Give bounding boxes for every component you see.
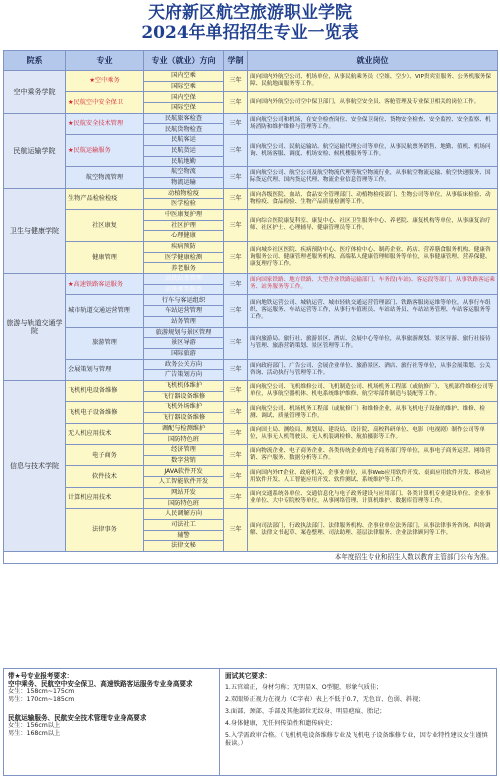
majors-table [3, 50, 498, 564]
job-positions: 面向国内外航空公司空中保卫部门，从事航空安全员、客舱管理及专业保卫相关的岗位工作。 [248, 92, 498, 113]
table-note: 本年度招生专业和招生人数以教育主管部门公布为准。 [4, 551, 498, 563]
major-name: 法律事务 [66, 509, 144, 552]
table-row [4, 167, 498, 178]
major-direction: 高铁站务管理 [144, 274, 224, 285]
major-direction: 养老服务 [144, 263, 224, 274]
major-direction: 广告策划方向 [144, 370, 224, 381]
study-years: 三年 [224, 274, 248, 295]
major-direction: 国内空乘 [144, 71, 224, 82]
interview-item: 4.身体健康，无任何传染性和遗传病史； [225, 720, 337, 727]
male-height-1: 男生：170cm~185cm [8, 696, 75, 703]
major-name: 软件技术 [66, 466, 144, 487]
header-years: 学制 [224, 51, 248, 71]
table-row [4, 135, 498, 146]
major-name: ★民航空中安全保卫 [66, 92, 144, 113]
major-name: ★高速铁路客运服务 [66, 274, 144, 295]
major-name: 会展策划与管理 [66, 359, 144, 380]
major-name: 生物产品检验检疫 [66, 188, 144, 209]
job-positions: 面向航空公司、航空公司及航空物流代理等航空物流行业，从事航空物流运输、航空快递服务、国际货运代理、国内货运代理、物流企业信息管理等工作。 [248, 167, 498, 188]
major-direction: 辅警 [144, 530, 224, 541]
major-name: 飞机电子设备维修 [66, 402, 144, 423]
major-direction: 民航货物检查 [144, 124, 224, 135]
major-direction: 人工智能软件开发 [144, 477, 224, 488]
major-direction: 航空物流 [144, 167, 224, 178]
college-cell: 空中乘务学院 [4, 71, 66, 114]
major-direction: 政务公关方向 [144, 359, 224, 370]
table-row [4, 92, 498, 103]
major-direction: 网站开发 [144, 487, 224, 498]
college-cell: 卫生与健康学院 [4, 188, 66, 274]
job-positions: 面向地铁运营公司、城轨运营、城市轻轨交通运营管理部门、铁路客服岗运维等单位，从事行车组织、客运服务、车站运营等工作，从事行车值班员、车站站务员、车站站务管理、车站客运服务等工作。 [248, 295, 498, 327]
major-name: 飞机机电设备维修 [66, 380, 144, 401]
table-row [4, 466, 498, 477]
study-years: 三年 [224, 509, 248, 552]
male-height-2: 男生：168cm以上 [8, 730, 61, 737]
major-name: ★民航安全技术管理 [66, 113, 144, 134]
header-major: 专业 [66, 51, 144, 71]
major-direction: 中医康复护理 [144, 209, 224, 220]
table-row [4, 380, 498, 391]
major-name: 电子商务 [66, 445, 144, 466]
job-positions: 面向司法部门，行政执法部门、法律服务机构、企事业单位法务部门，从事法律事务咨询、纠纷调解、法律文书起草、案卷整理、司法助理、基层法律服务、企业法律顾问等工作。 [248, 509, 498, 552]
major-direction: 心理健康 [144, 231, 224, 242]
major-direction: 数字营销 [144, 455, 224, 466]
table-row [4, 188, 498, 199]
study-years: 三年 [224, 402, 248, 423]
interview-item: 2.双眼矫正视力在视力（C字表）表上不低于0.7，无色盲、色弱、斜视； [225, 696, 425, 703]
major-direction: 法律文秘 [144, 541, 224, 552]
major-name: 旅游管理 [66, 327, 144, 359]
major-direction: 飞行器设备维修 [144, 413, 224, 424]
major-direction: 经济管理 [144, 445, 224, 456]
study-years: 三年 [224, 135, 248, 167]
table-row [4, 295, 498, 306]
header-jobs: 就业岗位 [248, 51, 498, 71]
female-height-1: 女生：158cm~175cm [8, 688, 75, 695]
study-years: 三年 [224, 380, 248, 401]
major-direction: 动植物检疫 [144, 188, 224, 199]
study-years: 三年 [224, 92, 248, 113]
major-direction: 飞行器设备维修 [144, 391, 224, 402]
table-row [4, 113, 498, 124]
list-title: 2024年单招招生专业一览表 [141, 23, 359, 43]
table-row [4, 359, 498, 370]
study-years: 三年 [224, 295, 248, 327]
job-positions: 面向航空公司、机场机务工程部（或航修厂）和维修企业，从事飞机电子设备的维护、维修、检测、调试、质量管理等工作。 [248, 402, 498, 423]
requirements-footer [3, 668, 497, 776]
major-direction: 旅游规划与景区管理 [144, 327, 224, 338]
study-years: 三年 [224, 167, 248, 188]
major-direction: 行车与客运组织 [144, 295, 224, 306]
job-positions: 面向城乡社区医院、疾病预防中心、医疗体检中心、制药企业、药店、营养膳食服务机构、健康咨询服务公司、健康管理老服务机构、高端私人健康管理师服务等单位，从事健康管理、营养保健、康复理疗等工作。 [248, 242, 498, 274]
table-row [4, 327, 498, 338]
majors-table-body [4, 71, 498, 564]
major-name: 健康管理 [66, 242, 144, 274]
major-direction: 站务管理 [144, 316, 224, 327]
table-row [4, 487, 498, 498]
job-positions: 面向国家铁路、地方铁路、大型企业铁路运输部门，车务段(车站)、客运段等部门，从事铁路客运乘务、站务服务等工作。 [248, 274, 498, 295]
major-name: ★空中乘务 [66, 71, 144, 92]
job-positions: 面向航空公司、民航运输站、航空运输代理公司等单位，从事民航票务销售、地勤、值机、机场问询、机场客服、调度、机场安检、候机楼服务等工作。 [248, 135, 498, 167]
interview-item: 3.面部、颈部、手部及其他部位无纹身、明显疤痕、胎记； [225, 708, 386, 715]
study-years: 三年 [224, 359, 248, 380]
job-positions: 面向综合医院康复科室、康复中心、社区卫生服务中心、养老院、康复机构等单位，从事康复治疗师、社区护士、心理辅导、健康管理员等工作。 [248, 209, 498, 241]
major-direction: 飞机机体维护 [144, 380, 224, 391]
major-direction: 社区护理 [144, 220, 224, 231]
study-years: 三年 [224, 242, 248, 274]
major-direction: 调配与检测维护 [144, 423, 224, 434]
major-name: 航空物流管理 [66, 167, 144, 188]
table-row [4, 242, 498, 253]
major-direction: 国际空乘 [144, 81, 224, 92]
college-cell: 民航运输学院 [4, 113, 66, 188]
interview-item: 5.入学需政审合格。（飞机机电设备维修专业及飞机电子设备维修专业，因专业特性建议女生谨慎报读。） [225, 732, 488, 747]
star-requirements-title: 带★号专业报考要求： [8, 672, 74, 680]
major-direction: 国防特色班 [144, 434, 224, 445]
major-direction: 物流运输 [144, 177, 224, 188]
job-positions: 面向各级医院、血站、食品安全管理部门、动植物检疫部门、生物公司等单位，从事临床检验、动物检疫、食品检验、生物产品质量检测等工作。 [248, 188, 498, 209]
major-direction: 飞机外场维护 [144, 402, 224, 413]
job-positions: 面向国土局、测绘局、规划局、建设局、设计院、高校科研单位、电影（电视剧）制作公司等单位，从事无人机驾驶员、无人机装调检修、航拍摄影等工作。 [248, 423, 498, 444]
table-row [4, 274, 498, 285]
major-direction: 国防特色班 [144, 498, 224, 509]
major-name: 计算机应用技术 [66, 487, 144, 508]
major-direction: 疾病预防 [144, 242, 224, 253]
study-years: 三年 [224, 113, 248, 134]
major-direction: 司法社工 [144, 519, 224, 530]
interview-requirements [220, 669, 496, 775]
major-name: 无人机应用技术 [66, 423, 144, 444]
table-row [4, 209, 498, 220]
major-direction: 高铁乘务服务 [144, 284, 224, 295]
job-positions: 面向国内外航空公司、机场单位，从事民航乘务员（空姐、空少）、VIP贵宾室服务、公务机服务保障、民航地面服务等工作。 [248, 71, 498, 92]
college-cell: 旅游与轨道交通学院 [4, 274, 66, 381]
female-height-2: 女生：156cm以上 [8, 722, 61, 729]
major-direction: 民航地勤 [144, 156, 224, 167]
major-name: 社区康复 [66, 209, 144, 241]
major-direction: 国际旅游 [144, 348, 224, 359]
job-positions: 面向国内外IT企业、政府机关、企事业单位，从事Web应用软件开发、桌面应用软件开发、移动应用软件开发、人工智能应用开发、软件测试、系统维护等工作。 [248, 466, 498, 487]
table-note-row [4, 551, 498, 563]
college-cell: 信息与技术学院 [4, 380, 66, 551]
height-group-1: 空中乘务、民航空中安全保卫、高速铁路客运服务专业身高要求 [8, 680, 193, 688]
major-direction: 医学检验 [144, 199, 224, 210]
study-years: 三年 [224, 209, 248, 241]
job-positions: 面向航空公司和机场，在安全检查岗位、安全保卫岗位、货物安全检查、安全监控、安全监察、机场消防和维护维修与管理等工作。 [248, 113, 498, 134]
height-group-2: 民航运输服务、民航安全技术管理专业身高要求 [8, 714, 147, 722]
table-row [4, 509, 498, 520]
table-row [4, 445, 498, 456]
study-years: 三年 [224, 327, 248, 359]
header-college: 院系 [4, 51, 66, 71]
job-positions: 面向旅游局、旅行社、旅游景区、酒店、会展中心等单位，从事旅游规划、景区导游、旅行社接待与管理、旅游营销策划、景区管理等工作。 [248, 327, 498, 359]
major-name: 城市轨道交通运营管理 [66, 295, 144, 327]
table-row [4, 402, 498, 413]
study-years: 三年 [224, 423, 248, 444]
study-years: 三年 [224, 466, 248, 487]
interview-title: 面试其它要求： [225, 672, 272, 680]
study-years: 三年 [224, 487, 248, 508]
major-direction: 民航旅客检查 [144, 113, 224, 124]
study-years: 三年 [224, 71, 248, 92]
table-row [4, 423, 498, 434]
major-direction: JAVA软件开发 [144, 466, 224, 477]
job-positions: 面向交通系统各单位、交通信息化与电子政务建设与应用部门、各类计算机专业建设单位、企业事业单位、大中专院校等单位，从事网络管理、计算机维护、数据库管理等工作。 [248, 487, 498, 508]
job-positions: 面向物流企业、电子商务企业、各类传统企业的电子商务部门等单位，从事电子商务运营、网络营销、客户服务、数据分析等工作。 [248, 445, 498, 466]
major-direction: 人民调解方向 [144, 509, 224, 520]
school-title: 天府新区航空旅游职业学院 [148, 3, 352, 23]
major-direction: 民航货运 [144, 145, 224, 156]
major-direction: 民航客运 [144, 135, 224, 146]
table-header-row [4, 51, 498, 71]
height-requirements [4, 669, 220, 775]
major-direction: 车站运营管理 [144, 306, 224, 317]
study-years: 三年 [224, 445, 248, 466]
major-direction: 国际空保 [144, 103, 224, 114]
job-positions: 面向政府部门、广告公司、会展企业单位、旅游景区、酒店、旅行社等单位，从事会展策划、公关咨询、活动执行与管理等工作。 [248, 359, 498, 380]
interview-item: 1.五官端正，身材匀称；无明显X、O型腿，形象气质佳； [225, 684, 383, 691]
header-direction: 专业（就业）方向 [144, 51, 224, 71]
major-name: ★民航运输服务 [66, 135, 144, 167]
table-row [4, 71, 498, 82]
job-positions: 面向航空公司、飞机维修公司、飞机制造公司、机场机务工程部（或航修厂）、飞机部件维修公司等单位，从事航空器机体、机电系统维护维修、航空零部件制造与装配等工作。 [248, 380, 498, 401]
major-direction: 医学健康检测 [144, 252, 224, 263]
major-direction: 景区导游 [144, 338, 224, 349]
study-years: 三年 [224, 188, 248, 209]
major-direction: 国内空保 [144, 92, 224, 103]
